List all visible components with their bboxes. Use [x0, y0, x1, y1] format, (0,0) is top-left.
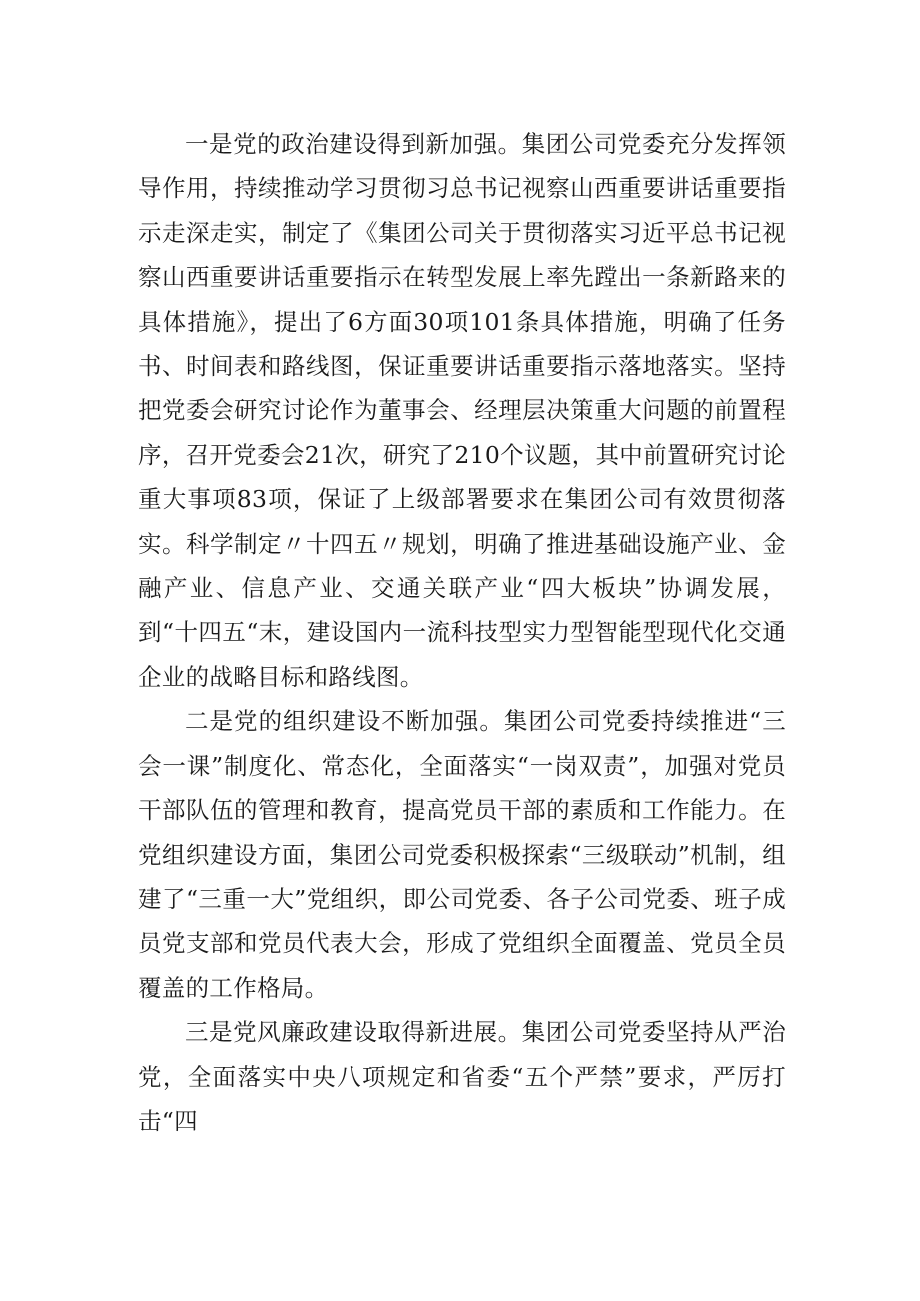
paragraph-organization-building: 二是党的组织建设不断加强。集团公司党委持续推进“三会一课”制度化、常态化，全面落实“一岗双责”，加强对党员干部队伍的管理和教育，提高党员干部的素质和工作能力。在党组织建设方面，集团公司党委积极探索“三级联动”机制，组建了“三重一大”党组织，即公司党委、各子公司党委、班子成员党支部和党员代表大会，形成了党组织全面覆盖、党员全员覆盖的工作格局。 [138, 707, 786, 1002]
paragraph-political-building: 一是党的政治建设得到新加强。集团公司党委充分发挥领导作用，持续推动学习贯彻习总书记视察山西重要讲话重要指示走深走实，制定了《集团公司关于贯彻落实习近平总书记视察山西重要讲话重要指示在转型发展上率先蹚出一条新路来的具体措施》，提出了6方面30项101条具体措施，明确了任务书、时间表和路线图，保证重要讲话重要指示落地落实。坚持把党委会研究讨论作为董事会、经理层决策重大问题的前置程序，召开党委会21次，研究了210个议题，其中前置研究讨论重大事项83项，保证了上级部署要求在集团公司有效贯彻落实。科学制定〃十四五〃规划，明确了推进基础设施产业、金融产业、信息产业、交通关联产业“四大板块”协调发展，到“十四五“末，建设国内一流科技型实力型智能型现代化交通企业的战略目标和路线图。 [138, 130, 786, 691]
document-body [138, 122, 786, 1143]
paragraph-integrity-building: 三是党风廉政建设取得新进展。集团公司党委坚持从严治党，全面落实中央八项规定和省委“五个严禁”要求，严厉打击“四 [138, 1018, 786, 1135]
